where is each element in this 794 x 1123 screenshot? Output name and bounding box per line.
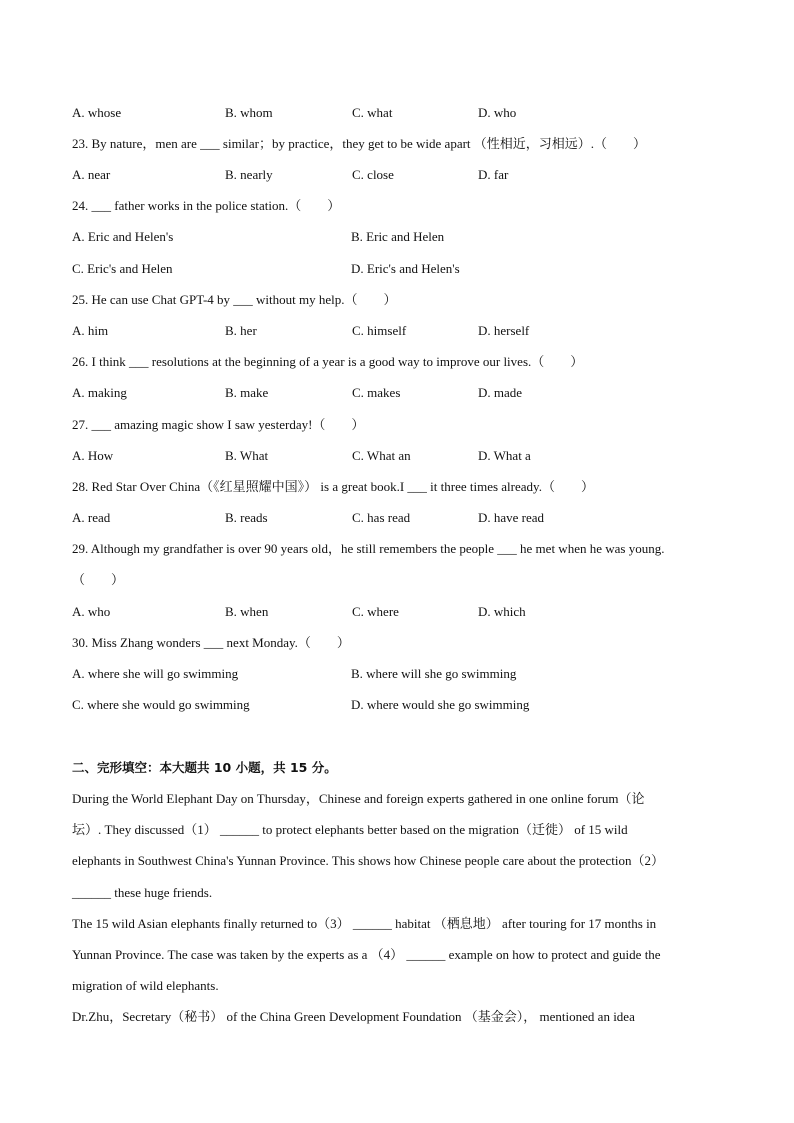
q30-options-row2 [72, 697, 732, 713]
q23-stem: 23. By nature，men are ___ similar；by practice，they get to be wide apart （性相近，习相远）.（ ） [72, 136, 647, 151]
q24-option-b[interactable]: B. Eric and Helen [351, 229, 445, 244]
q30-option-a[interactable]: A. where she will go swimming [72, 666, 239, 681]
q25-option-d[interactable]: D. herself [478, 323, 530, 338]
passage-line-5: The 15 wild Asian elephants finally returned to（3） ______ habitat （栖息地） after touring for 17 months in [72, 916, 657, 931]
q26-option-b[interactable]: B. make [225, 385, 269, 400]
q25-stem: 25. He can use Chat GPT-4 by ___ without my help.（ ） [72, 292, 397, 307]
q23-options [72, 167, 732, 183]
q27-option-b[interactable]: B. What [225, 448, 269, 463]
passage-line-8: Dr.Zhu，Secretary（秘书） of the China Green Development Foundation （基金会）， mentioned an idea [72, 1009, 635, 1024]
q30-options-row1 [72, 666, 732, 682]
q26-option-c[interactable]: C. makes [352, 385, 401, 400]
passage-line-4: ______ these huge friends. [72, 885, 213, 900]
q30-option-b[interactable]: B. where will she go swimming [351, 666, 517, 681]
q22-options [72, 105, 732, 121]
q26-option-a[interactable]: A. making [72, 385, 127, 400]
q26-options [72, 385, 732, 401]
q28-option-d[interactable]: D. have read [478, 510, 545, 525]
q24-options-row1 [72, 229, 732, 245]
q24-option-c[interactable]: C. Eric's and Helen [72, 261, 173, 276]
q30-option-c[interactable]: C. where she would go swimming [72, 697, 250, 712]
q23-option-b[interactable]: B. nearly [225, 167, 273, 182]
q24-stem: 24. ___ father works in the police station.（ ） [72, 198, 341, 213]
q29-option-c[interactable]: C. where [352, 604, 399, 619]
q29-option-d[interactable]: D. which [478, 604, 526, 619]
q30-stem: 30. Miss Zhang wonders ___ next Monday.（ ） [72, 635, 350, 650]
passage-line-3: elephants in Southwest China's Yunnan Province. This shows how Chinese people care about the protection（2） [72, 853, 664, 868]
q29-stem: 29. Although my grandfather is over 90 years old，he still remembers the people ___ he met when he was young. [72, 541, 665, 556]
q28-option-b[interactable]: B. reads [225, 510, 268, 525]
q23-option-c[interactable]: C. close [352, 167, 394, 182]
q27-option-a[interactable]: A. How [72, 448, 114, 463]
passage-line-2: 坛）. They discussed（1） ______ to protect elephants better based on the migration（迁徙） of 15 wild [72, 822, 628, 837]
q23-option-d[interactable]: D. far [478, 167, 509, 182]
q22-option-a[interactable]: A. whose [72, 105, 122, 120]
q28-option-a[interactable]: A. read [72, 510, 111, 525]
q24-option-d[interactable]: D. Eric's and Helen's [351, 261, 460, 276]
q25-options [72, 323, 732, 339]
q27-option-d[interactable]: D. What a [478, 448, 531, 463]
q29-stem-continued: （ ） [72, 572, 125, 587]
q22-option-c[interactable]: C. what [352, 105, 393, 120]
section-2-title: 二、完形填空：本大题共 10 小题，共 15 分。 [72, 760, 337, 775]
passage-line-1: During the World Elephant Day on Thursday，Chinese and foreign experts gathered in one online forum（论 [72, 791, 645, 806]
q28-options [72, 510, 732, 526]
passage-line-6: Yunnan Province. The case was taken by the experts as a （4） ______ example on how to protect and guide the [72, 947, 661, 962]
q29-option-b[interactable]: B. when [225, 604, 269, 619]
q27-stem: 27. ___ amazing magic show I saw yesterday!（ ） [72, 417, 365, 432]
q26-option-d[interactable]: D. made [478, 385, 523, 400]
q24-options-row2 [72, 261, 732, 277]
q25-option-a[interactable]: A. him [72, 323, 109, 338]
q26-stem: 26. I think ___ resolutions at the beginning of a year is a good way to improve our lives.（ ） [72, 354, 584, 369]
q27-option-c[interactable]: C. What an [352, 448, 411, 463]
q28-stem: 28. Red Star Over China（《红星照耀中国》） is a great book.I ___ it three times already.（ ） [72, 479, 594, 494]
q27-options [72, 448, 732, 464]
q29-option-a[interactable]: A. who [72, 604, 111, 619]
q30-option-d[interactable]: D. where would she go swimming [351, 697, 530, 712]
q29-options [72, 604, 732, 620]
q25-option-b[interactable]: B. her [225, 323, 257, 338]
q28-option-c[interactable]: C. has read [352, 510, 411, 525]
q25-option-c[interactable]: C. himself [352, 323, 407, 338]
passage-line-7: migration of wild elephants. [72, 978, 219, 993]
q22-option-b[interactable]: B. whom [225, 105, 273, 120]
q24-option-a[interactable]: A. Eric and Helen's [72, 229, 174, 244]
q22-option-d[interactable]: D. who [478, 105, 517, 120]
q23-option-a[interactable]: A. near [72, 167, 111, 182]
